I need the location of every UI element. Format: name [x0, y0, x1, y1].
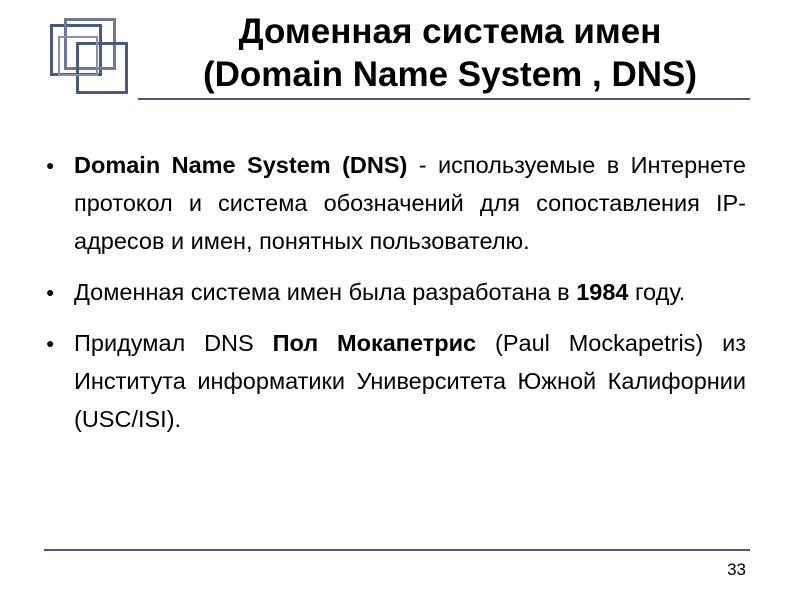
bullet-inventor-name: Пол Мокапетрис	[272, 330, 477, 356]
page-number: 33	[727, 560, 746, 579]
bullet-text: - используемые в Интернете протокол и система обозначений для сопоставления IP-адресов и имен, понятных пользователю.	[74, 152, 746, 254]
bullet-list	[46, 146, 746, 438]
title-divider	[138, 98, 750, 100]
bullet-text: Придумал DNS	[74, 330, 273, 356]
slide-title	[140, 10, 760, 96]
bullet-icon: ●	[46, 284, 55, 300]
bullet-text-2: (Paul Mockapetris) из Института информатики Университета Южной Калифорнии (USC/ISI).	[74, 330, 747, 432]
bullet-item-inventor	[46, 324, 746, 438]
bullet-icon: ●	[46, 335, 55, 351]
bullet-bold-lead: Domain Name System (DNS)	[74, 152, 408, 178]
logo-square	[58, 36, 98, 76]
overlapping-squares-logo-icon	[46, 18, 138, 100]
bullet-tail: году.	[628, 279, 686, 305]
bullet-text: Доменная система имен была разработана в	[74, 279, 577, 305]
footer-divider	[44, 549, 750, 551]
slide-title-line-1: Доменная система имен	[238, 12, 662, 51]
slide-title-line-2: (Domain Name System , DNS)	[202, 55, 698, 94]
bullet-year: 1984	[576, 279, 629, 305]
bullet-item-dns-definition	[46, 146, 746, 260]
bullet-icon: ●	[46, 157, 55, 173]
bullet-item-year	[46, 273, 746, 311]
